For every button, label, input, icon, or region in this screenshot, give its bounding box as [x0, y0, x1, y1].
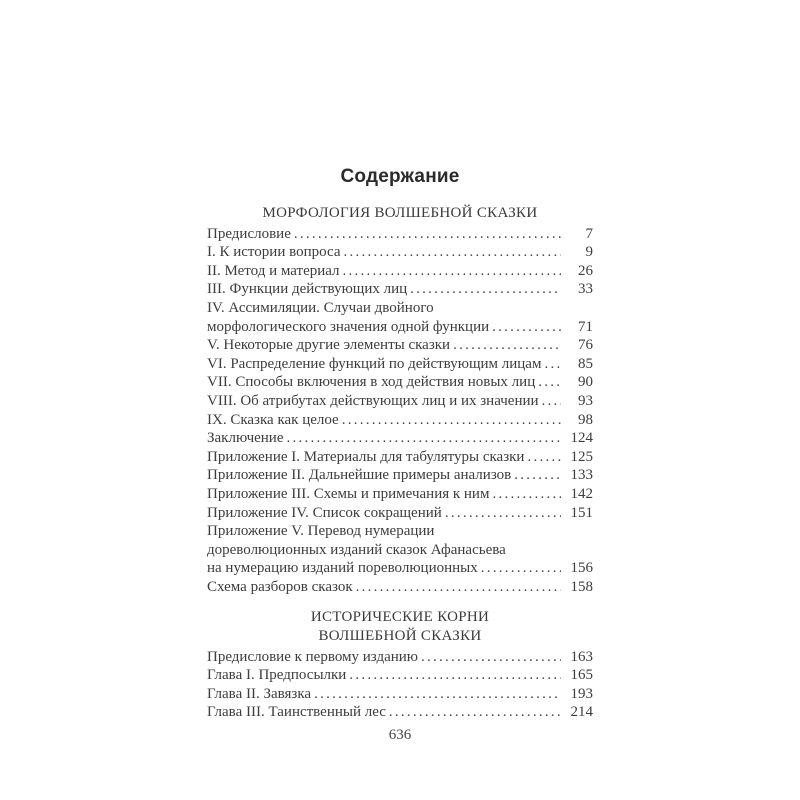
toc-entry-label: Глава I. Предпосылки — [207, 667, 347, 684]
toc-entry — [207, 703, 593, 722]
toc-entry-label: Глава II. Завязка — [207, 685, 312, 702]
toc-entry-label: V. Некоторые другие элементы сказки — [207, 337, 451, 354]
toc-entry-row — [207, 392, 593, 411]
toc-entry — [207, 429, 593, 448]
toc-entry-page: 142 — [570, 485, 593, 502]
toc-entry-label: I. К истории вопроса — [207, 244, 341, 261]
toc-entry-label: II. Метод и материал — [207, 262, 340, 279]
book-page-number: 636 — [388, 727, 412, 744]
toc-entry-row — [207, 318, 593, 337]
dot-leader-icon — [349, 666, 561, 685]
toc-entry-page: 85 — [578, 355, 593, 372]
dot-leader-icon — [343, 243, 561, 262]
toc-entry — [207, 392, 593, 411]
toc-entry-row — [207, 355, 593, 374]
toc-entry-page: 26 — [578, 262, 593, 279]
toc-entry-label: на нумерацию изданий пореволюционных — [207, 560, 478, 577]
toc-entry-row — [207, 578, 593, 597]
toc-entry — [207, 355, 593, 374]
toc-entries — [207, 225, 593, 597]
dot-leader-icon — [544, 355, 561, 374]
toc-entry-row — [207, 485, 593, 504]
toc-entry-page: 93 — [578, 392, 593, 409]
toc-entry-row — [207, 504, 593, 523]
toc-entry-row — [207, 243, 593, 262]
toc-entry-label: VIII. Об атрибутах действующих лиц и их значении — [207, 392, 539, 409]
toc-entry-row — [207, 466, 593, 485]
toc-entry-page: 76 — [578, 337, 593, 354]
toc-entry-row — [207, 685, 593, 704]
toc-entry-label: морфологического значения одной функции — [207, 318, 490, 335]
toc-entry-label: Предисловие — [207, 225, 291, 242]
dot-leader-icon — [342, 411, 561, 430]
dot-leader-icon — [294, 225, 561, 244]
contents-title: Содержание — [340, 166, 460, 187]
toc-entry — [207, 685, 593, 704]
toc-entry-row — [207, 336, 593, 355]
toc-entry-page: 71 — [578, 318, 593, 335]
toc-entry-page: 158 — [570, 578, 593, 595]
toc-entry-label: Приложение III. Схемы и примечания к ним — [207, 485, 490, 502]
toc-entry — [207, 225, 593, 244]
toc-entry-page: 90 — [578, 374, 593, 391]
toc-entry-label: Схема разборов сказок — [207, 578, 353, 595]
toc-entry-text: IV. Ассимиляции. Случаи двойного — [207, 299, 434, 316]
toc-entry — [207, 299, 593, 336]
toc-entry-label: III. Функции действующих лиц — [207, 281, 408, 298]
section-heading-line: МОРФОЛОГИЯ ВОЛШЕБНОЙ СКАЗКИ — [262, 205, 538, 221]
contents-block — [207, 0, 593, 745]
section-heading — [207, 608, 593, 645]
toc-entry-row — [207, 411, 593, 430]
toc-entry-label: Приложение IV. Список сокращений — [207, 504, 442, 521]
toc-entry-row — [207, 262, 593, 281]
toc-entry-label: VI. Распределение функций по действующим лицам — [207, 355, 542, 372]
dot-leader-icon — [481, 559, 561, 578]
dot-leader-icon — [492, 318, 561, 337]
dot-leader-icon — [445, 504, 561, 523]
section-heading — [207, 204, 593, 223]
toc-entry — [207, 243, 593, 262]
toc-entry — [207, 666, 593, 685]
dot-leader-icon — [287, 429, 562, 448]
dot-leader-icon — [542, 392, 561, 411]
section-heading-line: ВОЛШЕБНОЙ СКАЗКИ — [318, 628, 482, 645]
toc-entry-page: 33 — [578, 281, 593, 298]
toc-entry-label: Заключение — [207, 430, 284, 447]
toc-entry-text: дореволюционных изданий сказок Афанасьева — [207, 541, 506, 558]
dot-leader-icon — [421, 648, 561, 667]
toc-entry-row — [207, 448, 593, 467]
toc-entry-page: 193 — [570, 685, 593, 702]
toc-entry-row — [207, 703, 593, 722]
toc-entry-page: 133 — [570, 467, 593, 484]
toc-entry-page: 165 — [570, 667, 593, 684]
toc-entry-row — [207, 559, 593, 578]
toc-entry-page: 9 — [585, 244, 593, 261]
toc-entries — [207, 648, 593, 722]
toc-section — [207, 204, 593, 596]
toc-entry — [207, 448, 593, 467]
dot-leader-icon — [492, 485, 561, 504]
toc-section — [207, 608, 593, 722]
toc-entry-page: 125 — [570, 448, 593, 465]
toc-entry — [207, 485, 593, 504]
toc-entry-label: Приложение II. Дальнейшие примеры анализов — [207, 467, 512, 484]
toc-entry-text: Приложение V. Перевод нумерации — [207, 523, 435, 540]
toc-entry-row — [207, 429, 593, 448]
toc-entry — [207, 522, 593, 578]
toc-entry-row — [207, 373, 593, 392]
toc-entry-label: Предисловие к первому изданию — [207, 648, 419, 665]
dot-leader-icon — [356, 578, 561, 597]
toc-entry-label: IX. Сказка как целое — [207, 411, 339, 428]
toc-entry-label: Глава III. Таинственный лес — [207, 704, 386, 721]
dot-leader-icon — [343, 262, 561, 281]
toc-entry-label: VII. Способы включения в ход действия новых лиц — [207, 374, 536, 391]
toc-entry-page: 98 — [578, 411, 593, 428]
toc-entry — [207, 373, 593, 392]
dot-leader-icon — [314, 685, 561, 704]
table-of-contents — [207, 204, 593, 722]
toc-entry — [207, 336, 593, 355]
dot-leader-icon — [410, 280, 561, 299]
toc-entry-page: 124 — [570, 430, 593, 447]
toc-entry-page: 7 — [585, 225, 593, 242]
toc-entry-page: 214 — [570, 704, 593, 721]
dot-leader-icon — [514, 466, 561, 485]
dot-leader-icon — [538, 373, 561, 392]
toc-entry — [207, 411, 593, 430]
toc-entry — [207, 262, 593, 281]
toc-entry-page: 156 — [570, 560, 593, 577]
toc-entry — [207, 578, 593, 597]
toc-entry — [207, 504, 593, 523]
toc-entry-row — [207, 648, 593, 667]
toc-entry-page: 163 — [570, 648, 593, 665]
toc-entry-row — [207, 280, 593, 299]
toc-entry-row — [207, 666, 593, 685]
toc-entry-page: 151 — [570, 504, 593, 521]
section-heading-line: ИСТОРИЧЕСКИЕ КОРНИ — [310, 609, 490, 626]
dot-leader-icon — [389, 703, 561, 722]
toc-entry-label: Приложение I. Материалы для табулятуры сказки — [207, 448, 525, 465]
toc-entry — [207, 466, 593, 485]
dot-leader-icon — [527, 448, 561, 467]
toc-entry-row — [207, 225, 593, 244]
toc-entry — [207, 648, 593, 667]
toc-entry — [207, 280, 593, 299]
dot-leader-icon — [453, 336, 561, 355]
